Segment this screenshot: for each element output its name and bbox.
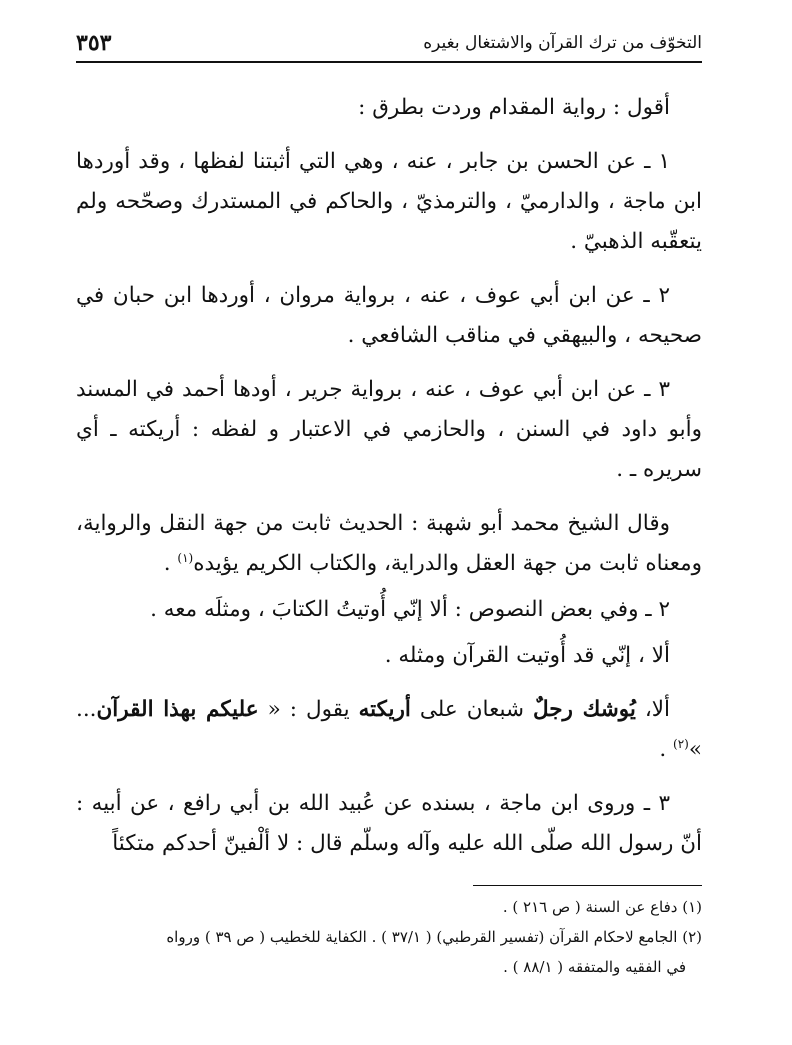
hadith-tail: ... »	[76, 697, 702, 762]
paragraph-item-3: ٣ ـ عن ابن أبي عوف ، عنه ، برواية جرير ، أودها أحمد في المسند وأبو داود في السنن ، والحازمي في الاعتبار و لفظه : أريكته ـ أي سريره ـ .	[76, 377, 702, 482]
footnote-ref-2: (٢)	[673, 736, 689, 751]
main-text	[76, 88, 702, 864]
page-number: ٣٥٣	[76, 30, 112, 56]
hadith-bold-phrase-3: عليكم بهذا القرآن	[96, 697, 259, 722]
footnotes	[76, 892, 702, 982]
hadith-start: ألا،	[635, 697, 671, 722]
footnote-1: (١) دفاع عن السنة ( ص ٢١٦ ) .	[502, 898, 702, 916]
intro-paragraph: أقول : رواية المقدام وردت بطرق :	[358, 95, 670, 120]
paragraph-item-1: ١ ـ عن الحسن بن جابر ، عنه ، وهي التي أثبتنا لفظها ، وقد أوردها ابن ماجة ، والدارميّ ، والترمذيّ ، والحاكم في المستدرك وصحّحه ولم يتعقّبه الذهبيّ .	[76, 149, 702, 254]
running-header	[76, 28, 702, 58]
paragraph-note-2: ٢ ـ وفي بعض النصوص : ألا إنّي أُوتيتُ الكتابَ ، ومثلَه معه .	[150, 597, 670, 622]
running-title: التخوّف من ترك القرآن والاشتغال بغيره	[423, 33, 702, 53]
footnote-ref-1: (١)	[177, 550, 194, 565]
header-divider	[76, 61, 702, 63]
footnote-2-line-1: (٢) الجامع لاحكام القرآن (تفسير القرطبي) ( ٣٧/١ ) . الكفاية للخطيب ( ص ٣٩ ) ورواه	[166, 928, 702, 946]
paragraph-ala: ألا ، إنّي قد أُوتيت القرآن ومثله .	[384, 643, 670, 668]
footnote-divider	[473, 885, 702, 886]
quote-text: وقال الشيخ محمد أبو شهبة : الحديث ثابت من جهة النقل والرواية، ومعناه ثابت من جهة العقل والدراية، والكتاب الكريم يؤيده	[76, 511, 702, 576]
hadith-bold-phrase-1: يُوشك رجلٌ	[532, 697, 636, 722]
paragraph-item-3b: ٣ ـ وروى ابن ماجة ، بسنده عن عُبيد الله بن أبي رافع ، عن أبيه : أنّ رسول الله صلّى الله عليه وآله وسلّم قال : لا ألْفينّ أحدكم متكئاً	[76, 791, 702, 856]
quote-paragraph	[76, 504, 702, 584]
footnote-2-line-2: في الفقيه والمتفقه ( ٨٨/١ ) .	[503, 958, 686, 976]
quote-end: .	[163, 551, 178, 576]
hadith-end: .	[659, 737, 674, 762]
hadith-mid: شبعان على	[410, 697, 533, 722]
hadith-bold-phrase-2: أريكته	[358, 697, 411, 722]
hadith-says: يقول : «	[258, 697, 359, 722]
paragraph-item-2: ٢ ـ عن ابن أبي عوف ، عنه ، برواية مروان ، أوردها ابن حبان في صحيحه ، والبيهقي في مناقب الشافعي .	[76, 283, 702, 348]
hadith-paragraph	[76, 690, 702, 770]
